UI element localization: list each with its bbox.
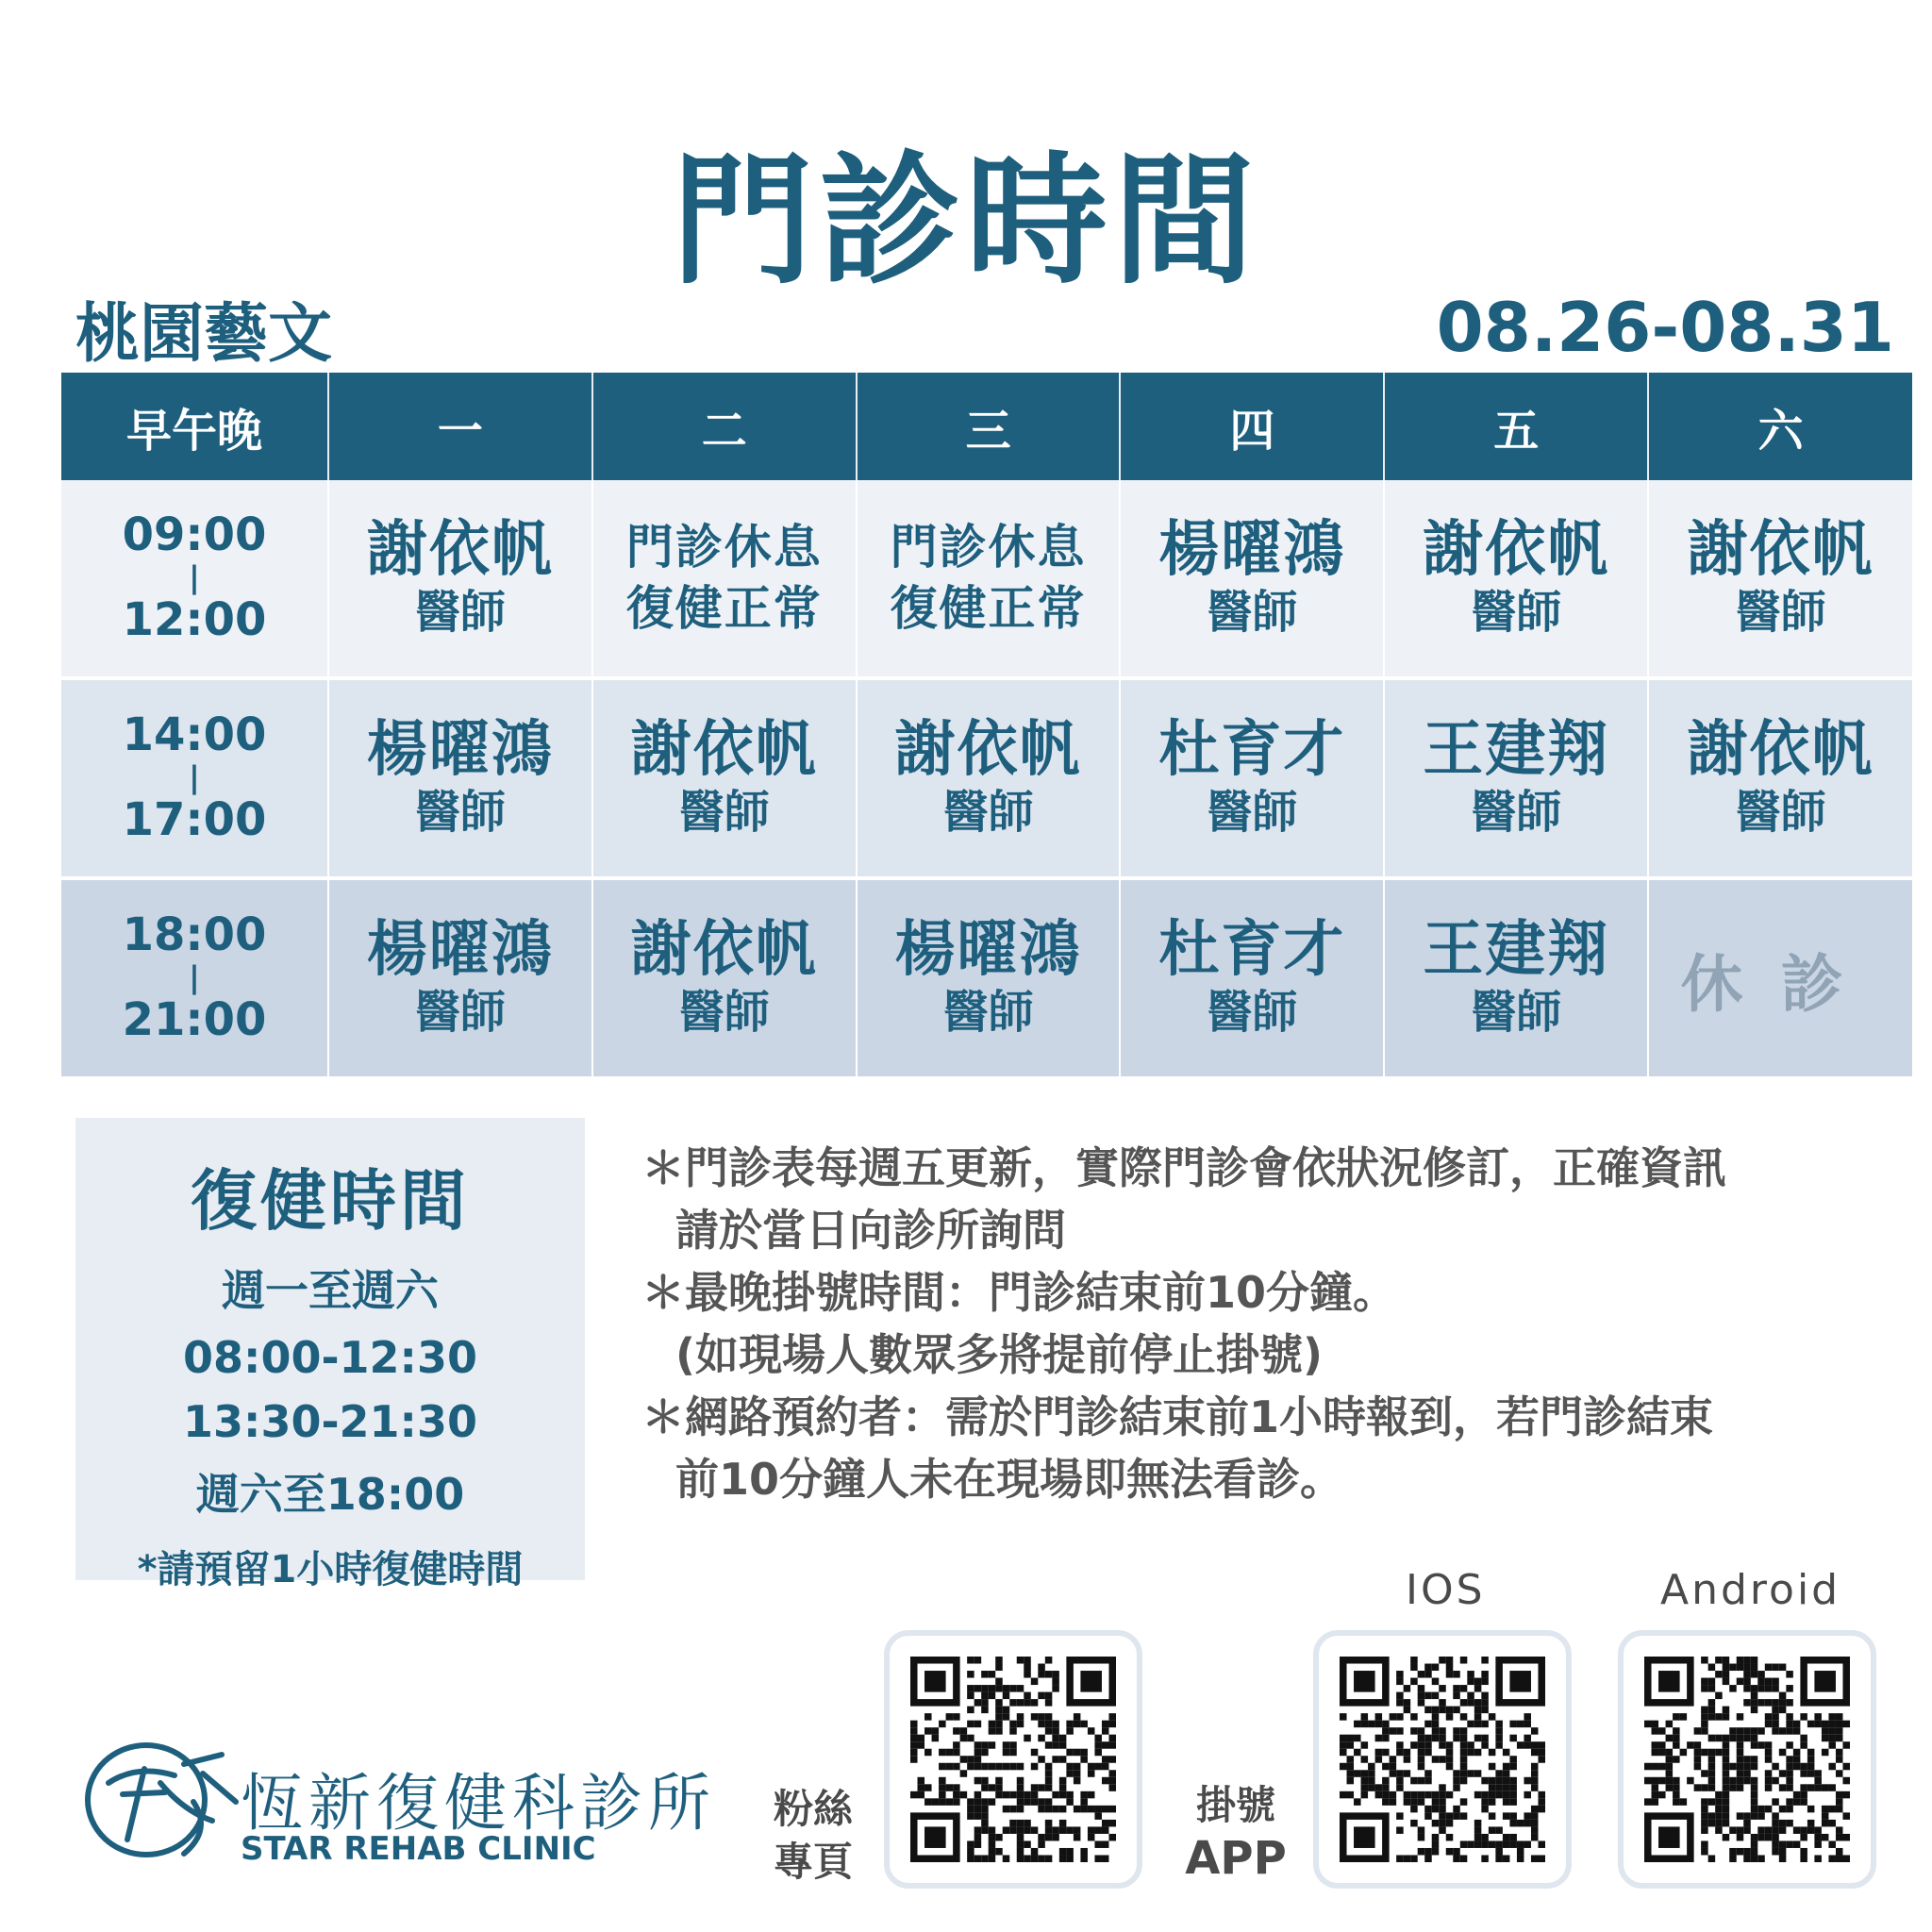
- rehab-saturday: 週六至18:00: [195, 1469, 465, 1520]
- schedule-cell: [592, 678, 857, 878]
- schedule-cell: [1648, 678, 1912, 878]
- schedule-cell: [857, 878, 1121, 1076]
- doctor-name: 王建翔: [1423, 715, 1610, 786]
- page-title: 門診時間: [671, 140, 1260, 304]
- android-label: Android: [1660, 1566, 1841, 1614]
- doctor-title: 醫師: [414, 586, 506, 639]
- fanpage-label-line: 專頁: [773, 1839, 853, 1885]
- doctor-title: 醫師: [1207, 586, 1298, 639]
- doctor-name: 謝依帆: [1687, 515, 1874, 586]
- day-header: 四: [1120, 373, 1384, 480]
- day-header: 二: [592, 373, 857, 480]
- qr-code-icon: [1644, 1657, 1850, 1862]
- schedule-row: [61, 878, 1912, 1076]
- doctor-name: 謝依帆: [1687, 715, 1874, 786]
- rehab-title: 復健時間: [191, 1162, 470, 1240]
- doctor-title: 醫師: [1207, 786, 1298, 839]
- doctor-title: 醫師: [1471, 986, 1562, 1039]
- status-line: 門診休息: [890, 520, 1087, 575]
- app-label-line: APP: [1185, 1832, 1287, 1885]
- doctor-name: 楊曜鴻: [894, 915, 1082, 986]
- schedule-cell: [1384, 878, 1648, 1076]
- day-header: 六: [1648, 373, 1912, 480]
- doctor-title: 醫師: [1471, 786, 1562, 839]
- status-line: 復健正常: [890, 581, 1087, 636]
- android-app-qr-code[interactable]: [1618, 1630, 1876, 1889]
- schedule-row: [61, 480, 1912, 678]
- doctor-title: 醫師: [414, 786, 506, 839]
- doctor-title: 醫師: [1735, 586, 1826, 639]
- doctor-name: 楊曜鴻: [366, 915, 554, 986]
- app-label: [1179, 1779, 1292, 1885]
- doctor-title: 醫師: [678, 786, 770, 839]
- star-rehab-logo-icon: [71, 1726, 250, 1868]
- schedule-cell: [1384, 480, 1648, 678]
- schedule-cell: [857, 480, 1121, 678]
- note-line: (如現場人數眾多將提前停止掛號): [675, 1329, 1324, 1380]
- schedule-cell: [1120, 480, 1384, 678]
- schedule-cell: [592, 878, 857, 1076]
- doctor-title: 醫師: [1207, 986, 1298, 1039]
- time-value: 21:00: [122, 992, 267, 1046]
- schedule-cell: [328, 878, 592, 1076]
- rehab-hours-box: [75, 1118, 585, 1591]
- doctor-name: 謝依帆: [630, 915, 818, 986]
- branch-name: 桃園藝文: [75, 297, 333, 372]
- qr-code-icon: [1340, 1657, 1545, 1862]
- note-line: ＊網路預約者：需於門診結束前1小時報到，若門診結束: [641, 1391, 1714, 1442]
- schedule-cell: [1384, 678, 1648, 878]
- doctor-title: 醫師: [942, 986, 1034, 1039]
- rehab-note: *請預留1小時復健時間: [137, 1548, 524, 1591]
- fanpage-qr-code[interactable]: [884, 1630, 1142, 1889]
- day-header: 五: [1384, 373, 1648, 480]
- doctor-name: 楊曜鴻: [1158, 515, 1346, 586]
- time-cell: [61, 480, 328, 678]
- schedule-cell: [328, 678, 592, 878]
- doctor-title: 醫師: [678, 986, 770, 1039]
- schedule-cell: [1120, 878, 1384, 1076]
- time-value: 18:00: [122, 908, 267, 962]
- time-separator: |: [189, 559, 200, 596]
- ios-app-qr-code[interactable]: [1313, 1630, 1572, 1889]
- time-value: 14:00: [122, 708, 267, 762]
- fanpage-label: [766, 1783, 860, 1889]
- date-range: 08.26-08.31: [1436, 288, 1894, 367]
- doctor-name: 謝依帆: [630, 715, 818, 786]
- qr-code-icon: [910, 1657, 1116, 1862]
- clinic-name-en: STAR REHAB CLINIC: [241, 1830, 596, 1868]
- doctor-name: 楊曜鴻: [366, 715, 554, 786]
- note-line: ＊最晚掛號時間：門診結束前10分鐘。: [641, 1267, 1397, 1318]
- doctor-name: 謝依帆: [1423, 515, 1610, 586]
- closed-label: 休診: [1680, 947, 1881, 1021]
- doctor-title: 醫師: [1735, 786, 1826, 839]
- schedule-cell: [1648, 878, 1912, 1076]
- doctor-name: 謝依帆: [894, 715, 1082, 786]
- time-value: 12:00: [122, 592, 267, 646]
- day-header: 一: [328, 373, 592, 480]
- doctor-name: 杜育才: [1158, 915, 1346, 986]
- rehab-slot-afternoon: 13:30-21:30: [183, 1396, 477, 1447]
- day-header: 三: [857, 373, 1121, 480]
- notes-block: [641, 1137, 1849, 1510]
- doctor-name: 王建翔: [1423, 915, 1610, 986]
- schedule-table: [61, 373, 1912, 1076]
- schedule-header-row: [61, 373, 1912, 480]
- doctor-name: 謝依帆: [366, 515, 554, 586]
- schedule-cell: [328, 480, 592, 678]
- note-line: 前10分鐘人未在現場即無法看診。: [675, 1454, 1344, 1505]
- schedule-cell: [592, 480, 857, 678]
- status-line: 復健正常: [625, 581, 823, 636]
- status-line: 門診休息: [625, 520, 823, 575]
- schedule-cell: [1120, 678, 1384, 878]
- note-line: 請於當日向診所詢問: [675, 1205, 1066, 1256]
- fanpage-label-line: 粉絲: [773, 1786, 853, 1832]
- app-label-line: 掛號: [1195, 1782, 1275, 1828]
- time-value: 09:00: [122, 508, 267, 562]
- clinic-name-cn: 恆新復健科診所: [241, 1767, 716, 1840]
- rehab-days: 週一至週六: [222, 1265, 439, 1316]
- corner-header: 早午晚: [61, 373, 328, 480]
- time-separator: |: [189, 759, 200, 796]
- time-value: 17:00: [122, 792, 267, 846]
- note-line: ＊門診表每週五更新，實際門診會依狀況修訂，正確資訊: [641, 1142, 1726, 1193]
- time-cell: [61, 678, 328, 878]
- schedule-cell: [1648, 480, 1912, 678]
- schedule-row: [61, 678, 1912, 878]
- schedule-cell: [857, 678, 1121, 878]
- time-separator: |: [189, 959, 200, 996]
- ios-label: IOS: [1406, 1566, 1486, 1614]
- doctor-title: 醫師: [1471, 586, 1562, 639]
- doctor-title: 醫師: [414, 986, 506, 1039]
- time-cell: [61, 878, 328, 1076]
- doctor-title: 醫師: [942, 786, 1034, 839]
- rehab-slot-morning: 08:00-12:30: [183, 1332, 477, 1383]
- doctor-name: 杜育才: [1158, 715, 1346, 786]
